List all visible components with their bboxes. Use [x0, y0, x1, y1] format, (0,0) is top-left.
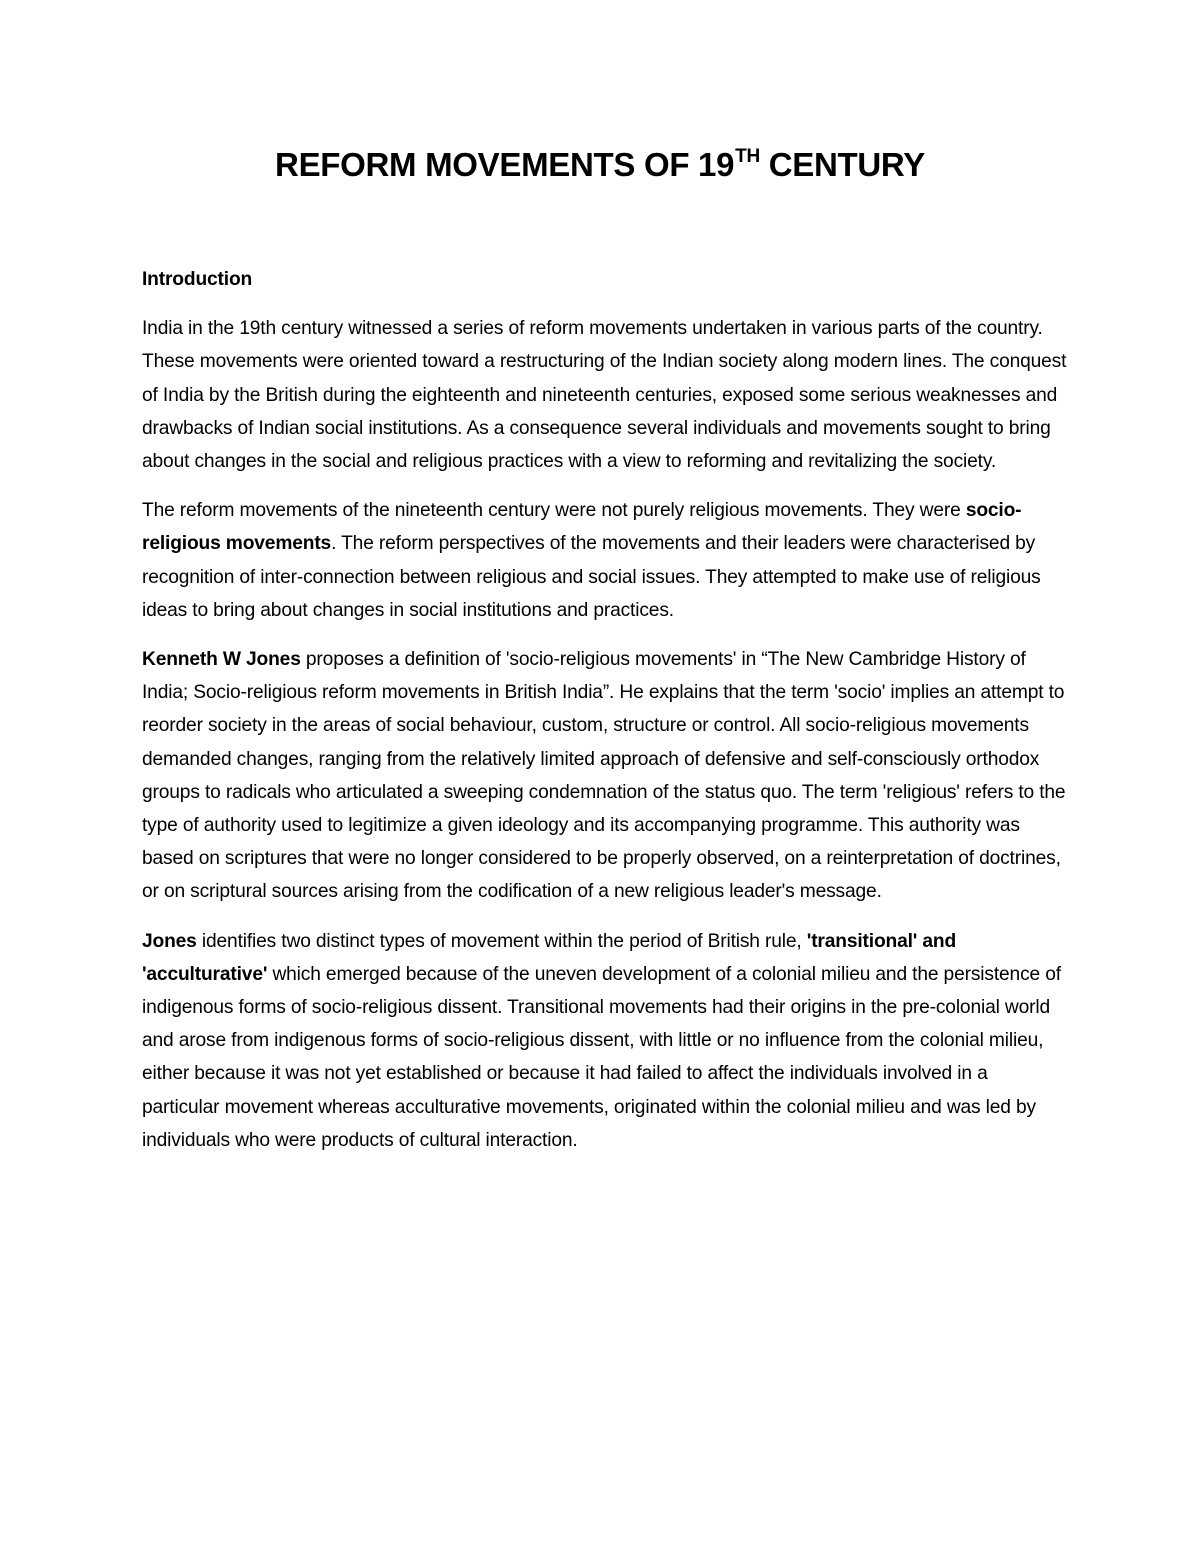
paragraph-4 — [142, 925, 1067, 1157]
paragraph-1: India in the 19th century witnessed a series of reform movements undertaken in various parts of the country. These movements were oriented toward a restructuring of the Indian society along modern lines. The conquest of India by the British during the eighteenth and nineteenth centuries, exposed some serious weaknesses and drawbacks of Indian social institutions. As a consequence several individuals and movements sought to bring about changes in the social and religious practices with a view to reforming and revitalizing the society. — [142, 318, 1067, 473]
section-heading: Introduction — [142, 269, 253, 290]
paragraph-3-bold: Kenneth W Jones — [142, 649, 301, 671]
paragraph-2 — [142, 494, 1067, 627]
paragraph-3 — [142, 643, 1067, 909]
document-body — [142, 263, 1067, 1173]
title-tail: CENTURY — [759, 146, 925, 183]
paragraph-4-text-b: which emerged because of the uneven development of a colonial milieu and the persistence of indigenous forms of socio-religious dissent. Transitional movements had their origins in the pre-colonial world and arose from indigenous forms of socio-religious dissent, with little or no influence from the colonial milieu, either because it was not yet established or because it had failed to affect the individuals involved in a particular movement whereas acculturative movements, originated within the colonial milieu and was led by individuals who were products of cultural interaction. — [142, 963, 1061, 1151]
paragraph-4-bold-2: 'transitional' and 'acculturative' — [142, 930, 957, 985]
title-main: REFORM MOVEMENTS OF 19 — [275, 146, 735, 183]
paragraph-4-text-a: identifies two distinct types of movement within the period of British rule, — [196, 930, 807, 952]
paragraph-2-text-a: The reform movements of the nineteenth century were not purely religious movements. They were — [142, 500, 966, 522]
paragraph-4-bold-1: Jones — [142, 930, 197, 952]
title-superscript: TH — [735, 146, 760, 167]
paragraph-2-text-b: . The reform perspectives of the movements and their leaders were characterised by recognition of inter-connection between religious and social issues. They attempted to make use of religious ideas to bring about changes in social institutions and practices. — [142, 533, 1041, 621]
document-title — [0, 143, 1200, 187]
paragraph-2-bold: socio-religious movements — [142, 500, 1022, 555]
paragraph-3-text: proposes a definition of 'socio-religious movements' in “The New Cambridge History of India; Socio-religious reform movements in British India”. He explains that the term 'socio' implies an attempt to reorder society in the areas of social behaviour, custom, structure or control. All socio-religious movements demanded changes, ranging from the relatively limited approach of defensive and self-consciously orthodox groups to radicals who articulated a sweeping condemnation of the status quo. The term 'religious' refers to the type of authority used to legitimize a given ideology and its accompanying programme. This authority was based on scriptures that were no longer considered to be properly observed, on a reinterpretation of doctrines, or on scriptural sources arising from the codification of a new religious leader's message. — [142, 649, 1066, 903]
